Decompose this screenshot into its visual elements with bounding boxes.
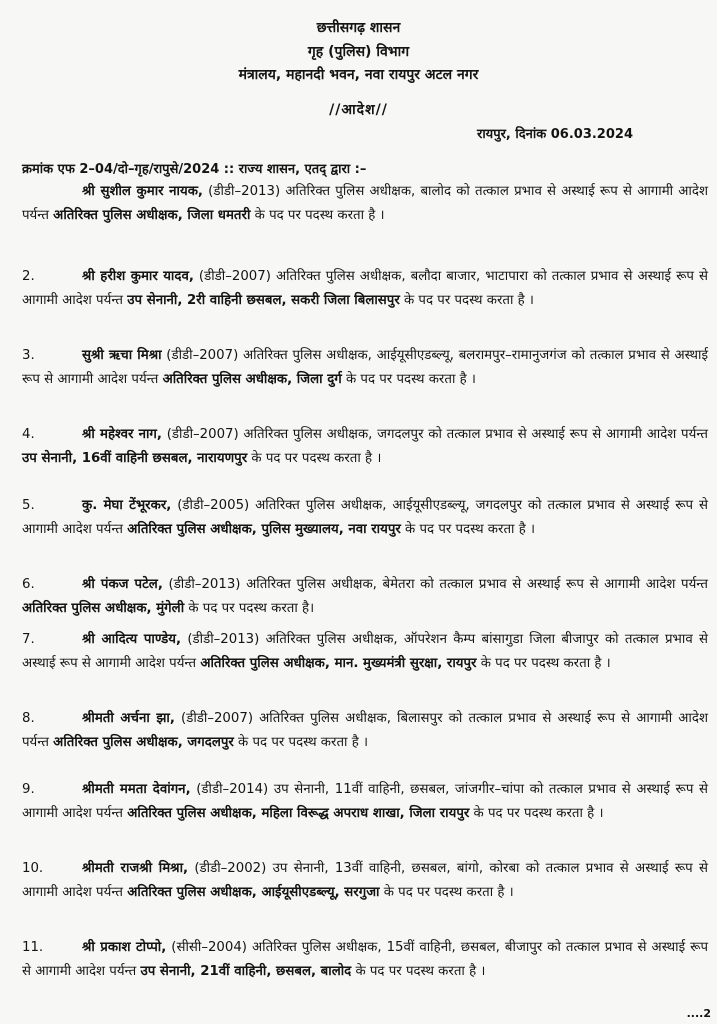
posting: उप सेनानी, 16वीं वाहिनी छसबल, नारायणपुर	[22, 451, 248, 466]
entry-text: (डीडी–2013) अतिरिक्त पुलिस अधीक्षक, ऑपरेशन कैम्प बांसागुडा जिला बीजापुर को तत्काल प्रभाव से अस्थाई रूप से आगामी आदेश पर्यन्त	[22, 632, 708, 671]
entry-text: (डीडी–2007) अतिरिक्त पुलिस अधीक्षक, बिलासपुर को तत्काल प्रभाव से अस्थाई रूप से आगामी आदेश पर्यन्त	[22, 711, 708, 750]
date-line: रायपुर, दिनांक 06.03.2024	[477, 127, 633, 142]
entry-text: (डीडी–2013) अतिरिक्त पुलिस अधीक्षक, बेमेतरा को तत्काल प्रभाव से अस्थाई रूप से आगामी आदेश पर्यन्त	[162, 577, 708, 592]
order-entry	[22, 180, 708, 228]
officer-name: श्रीमती राजश्री मिश्रा,	[82, 861, 189, 876]
order-entry	[22, 344, 708, 392]
posting: अतिरिक्त पुलिस अधीक्षक, मुंगेली	[22, 601, 185, 616]
order-entry	[22, 857, 708, 905]
order-entry	[22, 265, 708, 313]
officer-name: श्री प्रकाश टोप्पो,	[82, 940, 167, 955]
entry-tail: के पद पर पदस्थ करता है ।	[476, 656, 611, 671]
posting: अतिरिक्त पुलिस अधीक्षक, जिला दुर्ग	[162, 372, 342, 387]
entry-text: (डीडी–2005) अतिरिक्त पुलिस अधीक्षक, आईयूसीएडब्ल्यू, जगदलपुर को तत्काल प्रभाव से अस्थाई रूप से आगामी आदेश पर्यन्त	[22, 498, 709, 537]
entry-number: 7.	[22, 632, 35, 647]
officer-name: श्री पंकज पटेल,	[82, 577, 163, 592]
posting: अतिरिक्त पुलिस अधीक्षक, जिला धमतरी	[53, 208, 251, 223]
posting: उप सेनानी, 2री वाहिनी छसबल, सकरी जिला बिलासपुर	[127, 293, 400, 308]
entry-number: 2.	[22, 269, 35, 284]
posting: अतिरिक्त पुलिस अधीक्षक, जगदलपुर	[53, 735, 234, 750]
entry-tail: के पद पर पदस्थ करता है ।	[351, 964, 486, 979]
entry-text: (डीडी–2014) उप सेनानी, 11वीं वाहिनी, छसबल, जांजगीर–चांपा को तत्काल प्रभाव से अस्थाई रूप से आगामी आदेश पर्यन्त	[22, 782, 708, 821]
officer-name: श्री सुशील कुमार नायक,	[82, 184, 203, 199]
entry-tail: के पद पर पदस्थ करता है ।	[379, 885, 514, 900]
entry-number: 6.	[22, 577, 35, 592]
header-government: छत्तीसगढ़ शासन	[316, 20, 401, 36]
entry-tail: के पद पर पदस्थ करता है ।	[247, 451, 382, 466]
officer-name: श्री महेश्वर नाग,	[82, 427, 162, 442]
page-number: ....2	[686, 1007, 711, 1020]
entry-text: (डीडी–2007) अतिरिक्त पुलिस अधीक्षक, जगदलपुर को तत्काल प्रभाव से अस्थाई रूप से आगामी आदेश पर्यन्त	[161, 427, 708, 442]
officer-name: सुश्री ऋचा मिश्रा	[82, 348, 162, 363]
posting: अतिरिक्त पुलिस अधीक्षक, पुलिस मुख्यालय, नवा रायपुर	[127, 522, 401, 537]
entry-tail: के पद पर पदस्थ करता है ।	[400, 522, 536, 537]
posting: अतिरिक्त पुलिस अधीक्षक, मान. मुख्यमंत्री सुरक्षा, रायपुर	[200, 656, 477, 671]
entry-number: 10.	[22, 861, 44, 876]
officer-name: कु. मेघा टेंभूरकर,	[82, 498, 172, 513]
entry-number: 8.	[22, 711, 35, 726]
order-entry	[22, 936, 708, 984]
officer-name: श्री हरीश कुमार यादव,	[82, 269, 194, 284]
entry-number: 3.	[22, 348, 35, 363]
order-entry	[22, 778, 708, 826]
order-title: //आदेश//	[329, 102, 388, 118]
order-entry	[22, 573, 708, 621]
entry-number: 11.	[22, 940, 44, 955]
entry-text: (डीडी–2013) अतिरिक्त पुलिस अधीक्षक, बालोद को तत्काल प्रभाव से अस्थाई रूप से आगामी आदेश पर्यन्त	[22, 184, 708, 223]
header-address: मंत्रालय, महानदी भवन, नवा रायपुर अटल नगर	[238, 67, 479, 83]
entry-tail: के पद पर पदस्थ करता है ।	[250, 208, 385, 223]
entry-tail: के पद पर पदस्थ करता है।	[184, 601, 315, 616]
entry-tail: के पद पर पदस्थ करता है ।	[399, 293, 534, 308]
order-entry	[22, 628, 708, 676]
entry-number: 5.	[22, 498, 35, 513]
order-entry	[22, 707, 708, 755]
entry-text: (डीडी–2007) अतिरिक्त पुलिस अधीक्षक, आईयूसीएडब्ल्यू, बलरामपुर–रामानुजगंज को तत्काल प्रभाव से अस्थाई रूप से आगामी आदेश पर्यन्त	[22, 348, 708, 387]
entry-text: (सीसी–2004) अतिरिक्त पुलिस अधीक्षक, 15वीं वाहिनी, छसबल, बीजापुर को तत्काल प्रभाव से अस्थाई रूप से आगामी आदेश पर्यन्त	[22, 940, 708, 979]
entry-number: 4.	[22, 427, 35, 442]
order-entry	[22, 494, 708, 542]
order-entry	[22, 423, 708, 471]
entry-text: (डीडी–2002) उप सेनानी, 13वीं वाहिनी, छसबल, बांगो, कोरबा को तत्काल प्रभाव से अस्थाई रूप से आगामी आदेश पर्यन्त	[22, 861, 708, 900]
officer-name: श्रीमती अर्चना झा,	[82, 711, 175, 726]
entry-tail: के पद पर पदस्थ करता है ।	[341, 372, 476, 387]
posting: उप सेनानी, 21वीं वाहिनी, छसबल, बालोद	[140, 964, 352, 979]
posting: अतिरिक्त पुलिस अधीक्षक, महिला विरूद्ध अपराध शाखा, जिला रायपुर	[127, 806, 470, 821]
officer-name: श्री आदित्य पाण्डेय,	[82, 632, 182, 647]
header-department: गृह (पुलिस) विभाग	[307, 44, 410, 60]
entry-number: 9.	[22, 782, 35, 797]
entry-tail: के पद पर पदस्थ करता है ।	[469, 806, 604, 821]
entry-tail: के पद पर पदस्थ करता है ।	[233, 735, 369, 750]
entry-text: (डीडी–2007) अतिरिक्त पुलिस अधीक्षक, बलौदा बाजार, भाटापारा को तत्काल प्रभाव से अस्थाई रूप से आगामी आदेश पर्यन्त	[22, 269, 709, 308]
reference-number: क्रमांक एफ 2–04/दो–गृह/रापुसे/2024 :: राज्य शासन, एतद् द्वारा :–	[22, 162, 367, 177]
posting: अतिरिक्त पुलिस अधीक्षक, आईयूसीएडब्ल्यू, सरगुजा	[127, 885, 380, 900]
officer-name: श्रीमती ममता देवांगन,	[82, 782, 191, 797]
